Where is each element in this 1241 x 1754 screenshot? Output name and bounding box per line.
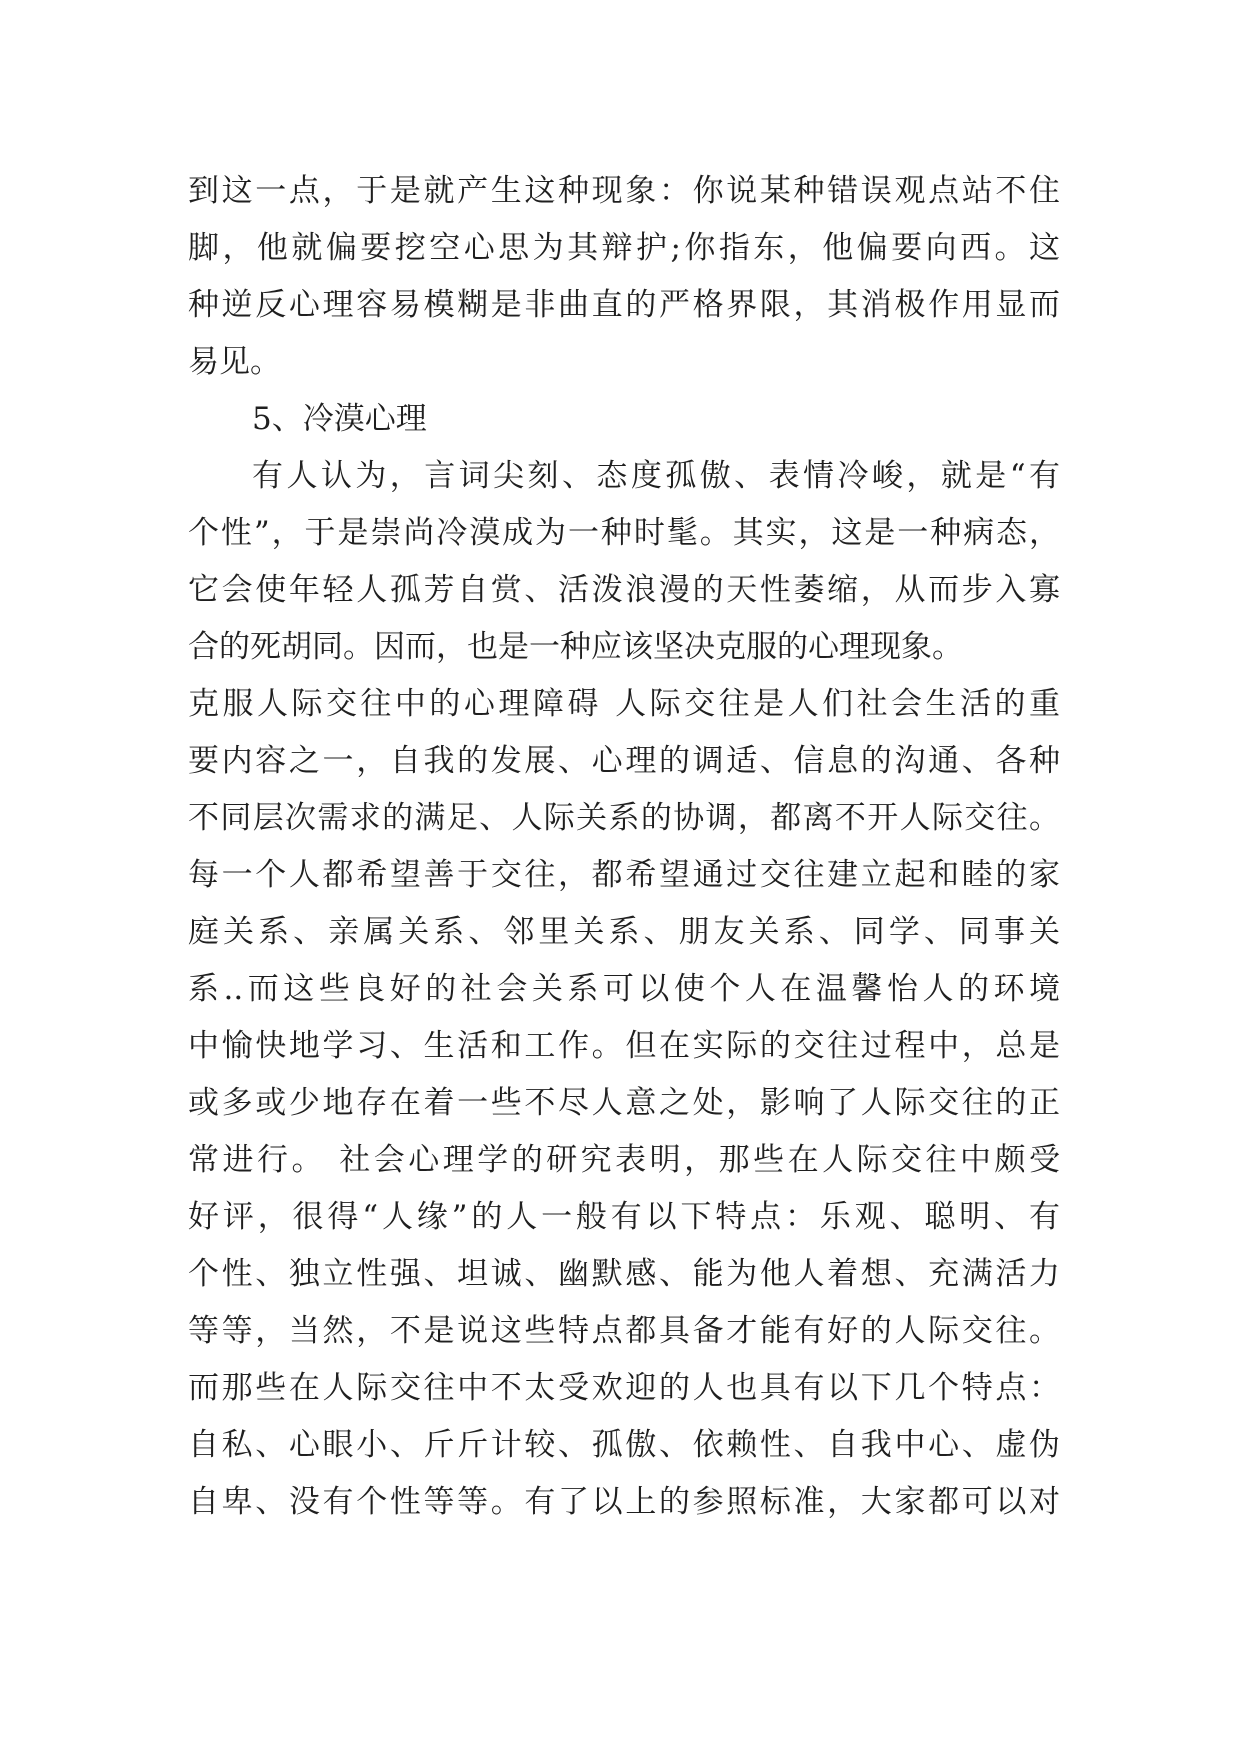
text-line: 自卑、没有个性等等。有了以上的参照标准，大家都可以对 bbox=[188, 1484, 1060, 1520]
text-line: 个性”，于是崇尚冷漠成为一种时髦。其实，这是一种病态， bbox=[188, 515, 1060, 551]
text-line: 克服人际交往中的心理障碍 人际交往是人们社会生活的重 bbox=[188, 686, 1060, 722]
text-line: 系..而这些良好的社会关系可以使个人在温馨怡人的环境 bbox=[188, 971, 1060, 1007]
text-line: 每一个人都希望善于交往，都希望通过交往建立起和睦的家 bbox=[188, 857, 1060, 893]
text-line: 中愉快地学习、生活和工作。但在实际的交往过程中，总是 bbox=[188, 1028, 1060, 1064]
text-line: 它会使年轻人孤芳自赏、活泼浪漫的天性萎缩，从而步入寡 bbox=[188, 572, 1060, 608]
text-line: 自私、心眼小、斤斤计较、孤傲、依赖性、自我中心、虚伪 bbox=[188, 1427, 1060, 1463]
section-heading: 5、冷漠心理 bbox=[252, 401, 427, 437]
text-line: 等等，当然，不是说这些特点都具备才能有好的人际交往。 bbox=[188, 1313, 1060, 1349]
text-line: 脚，他就偏要挖空心思为其辩护;你指东，他偏要向西。这 bbox=[188, 230, 1060, 266]
text-line: 不同层次需求的满足、人际关系的协调，都离不开人际交往。 bbox=[188, 800, 1060, 836]
text-line: 个性、独立性强、坦诚、幽默感、能为他人着想、充满活力 bbox=[188, 1256, 1060, 1292]
text-line: 好评，很得“人缘”的人一般有以下特点：乐观、聪明、有 bbox=[188, 1199, 1060, 1235]
text-line: 而那些在人际交往中不太受欢迎的人也具有以下几个特点： bbox=[188, 1370, 1060, 1406]
text-line: 庭关系、亲属关系、邻里关系、朋友关系、同学、同事关 bbox=[188, 914, 1060, 950]
text-line: 易见。 bbox=[188, 344, 281, 380]
body-text bbox=[188, 163, 1060, 1531]
text-line: 要内容之一，自我的发展、心理的调适、信息的沟通、各种 bbox=[188, 743, 1060, 779]
text-line: 种逆反心理容易模糊是非曲直的严格界限，其消极作用显而 bbox=[188, 287, 1060, 323]
text-line: 或多或少地存在着一些不尽人意之处，影响了人际交往的正 bbox=[188, 1085, 1060, 1121]
text-line: 常进行。 社会心理学的研究表明，那些在人际交往中颇受 bbox=[188, 1142, 1060, 1178]
text-line: 合的死胡同。因而，也是一种应该坚决克服的心理现象。 bbox=[188, 629, 963, 665]
text-line: 有人认为，言词尖刻、态度孤傲、表情冷峻，就是“有 bbox=[252, 458, 1060, 494]
text-line: 到这一点，于是就产生这种现象：你说某种错误观点站不住 bbox=[188, 173, 1060, 209]
